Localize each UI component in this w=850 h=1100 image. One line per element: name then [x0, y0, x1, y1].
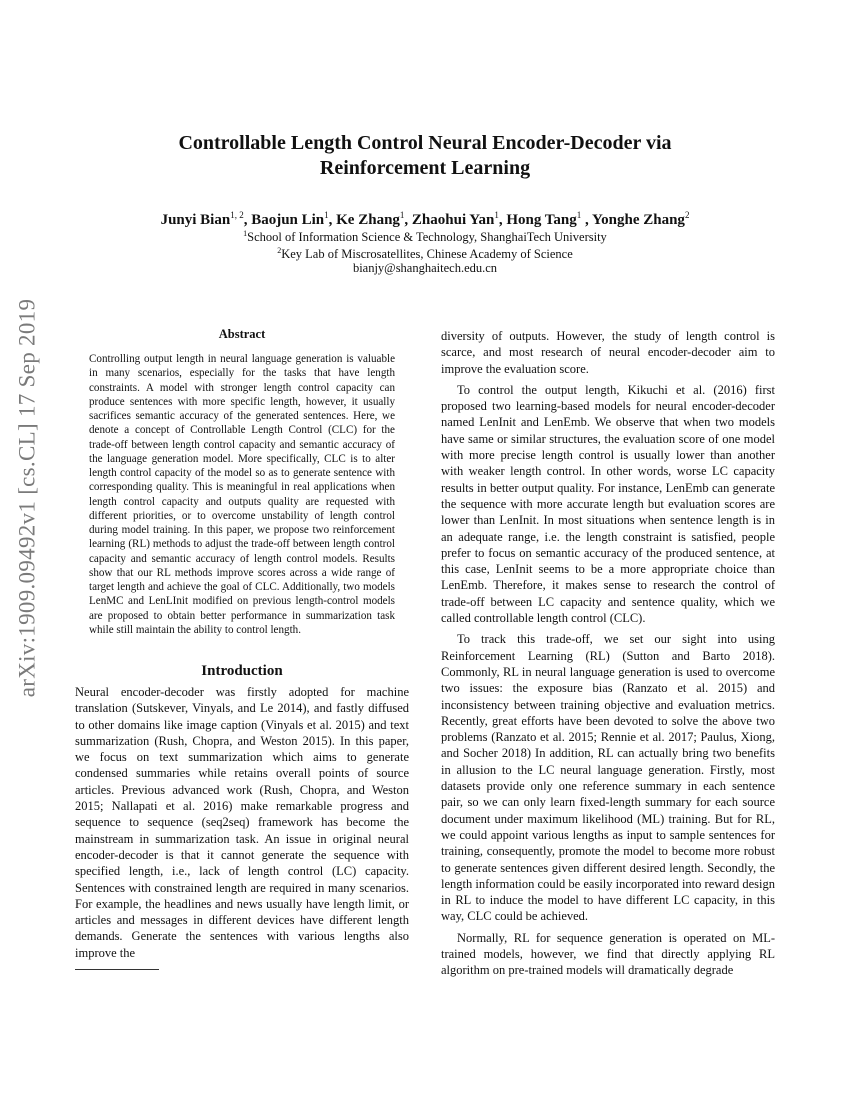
author-separator: , — [243, 212, 252, 228]
author-affiliation-marker: 1 — [324, 210, 329, 220]
title-line-1: Controllable Length Control Neural Encoder-Decoder via — [178, 132, 672, 154]
introduction-left-text — [75, 684, 409, 961]
author-separator: , — [498, 212, 507, 228]
author-name: Ke Zhang — [336, 212, 400, 228]
contact-email: bianjy@shanghaitech.edu.cn — [352, 261, 498, 275]
author-separator: , — [404, 212, 412, 228]
arxiv-identifier: arXiv:1909.09492v1 [cs.CL] 17 Sep 2019 — [14, 298, 39, 698]
body-paragraph: diversity of outputs. However, the study of length control is scarce, and most research of neural encoder-decoder aim to improve the evaluation score. — [441, 329, 775, 376]
arxiv-side-stamp — [6, 298, 48, 698]
footnote-rule — [75, 969, 159, 970]
left-column — [75, 326, 409, 961]
title-line-2: Reinforcement Learning — [319, 157, 531, 179]
right-column — [441, 328, 775, 979]
author-name: Baojun Lin — [251, 212, 325, 228]
author-separator: , — [328, 212, 337, 228]
affiliation-text: School of Information Science & Technology, ShanghaiTech University — [247, 230, 607, 244]
body-paragraph: Neural encoder-decoder was firstly adopted for machine translation (Sutskever, Vinyals, and Le 2014), and fastly diffused to other domains like image caption (Vinyals et al. 2015) and text summarization (Rush, Chopra, and Weston 2015). In this paper, we focus on text summarization which aims to generate condensed summaries while retains overall points of source articles. Previous advanced work (Rush, Chopra, and Weston 2015; Nallapati et al. 2016) make remarkable progress and sequence to sequence (seq2seq) framework has become the mainstream in summarization task. An issue in original neural encoder-decoder is that it cannot generate the sequence with specified length, i.e., lack of length control (LC) capacity. Sentences with constrained length are required in many scenarios. For example, the headlines and news usually have length limit, or articles and messages in different devices have different length demands. Generate the sentences with various lengths also improve the — [75, 685, 409, 960]
abstract-body: Controlling output length in neural language generation is valuable in many scenarios, especially for the tasks that have length constraints. A model with stronger length control capacity can produce sentences with more specific length, however, it usually sacrifices semantic accuracy of the generated sentences. Here, we denote a concept of Controllable Length Control (CLC) for the trade-off between length control capacity and semantic accuracy of the language generation model. More specifically, CLC is to alter length control capacity of the model so as to generate sentence with corresponding quality. This is meaningful in real applications when length control capacity and outputs quality are requested with different priorities, or to overcome unstability of length control during model training. In this paper, we propose two reinforcement learning (RL) methods to adjust the trade-off between length control capacity and semantic accuracy of length control models. Results show that our RL methods improve scores across a wide range of target length and achieve the goal of CLC. Additionally, two models LenMC and LenLInit modified on previous length-control models are proposed to obtain better performance in summarization task while still maintain the ability to control length. — [89, 353, 395, 636]
author-name: Hong Tang — [506, 212, 577, 228]
author-affiliation-marker: 1 — [399, 210, 405, 220]
introduction-heading: Introduction — [201, 663, 283, 679]
author-name: Zhaohui Yan — [411, 212, 495, 228]
author-affiliation-marker: 1 — [576, 210, 582, 220]
body-paragraph: To control the output length, Kikuchi et al. (2016) first proposed two learning-based models for neural encoder-decoder named LenInit and LenEmb. We observe that when two models have same or similar structures, the evaluation score of one model with more precise length control is usually lower than another with weaker length control. In other words, worse LC capacity results in better output quality. For instance, LenEmb can generate the sequence with more accurate length but evaluation scores are lower than LenInit. In most situations when sentence length is in an adequate range, i.e. the length constraint is satisfied, people prefer to focus on semantic accuracy of the produced sentence, at this case, LenInit seems to be a more appropriate choice than LenEmb. Therefore, it makes sense to research the control of trade-off between LC capacity and sentence quality, which we called controllable length control (CLC). — [441, 382, 775, 626]
body-paragraph: To track this trade-off, we set our sight into using Reinforcement Learning (RL) (Sutton and Barto 2018). Commonly, RL in neural language generation is used to overcome two issues: the exposure bias (Ranzato et al. 2015) and inconsistency between training objective and evaluation metrics. Recently, great efforts have been devoted to solve the above two problems (Ranzato et al. 2015; Rennie et al. 2017; Paulus, Xiong, and Socher 2018) In addition, RL can actually bring two benefits in allusion to the LC neural language generation. Firstly, most datasets provide only one reference summary in each sentence pair, so we can only learn fixed-length summary for each source document under maximum likelihood (ML) training. But for RL, we could appoint various lengths as input to sample sentences for training, consequently, promote the model to become more robust to generate sentences given different desired length. Secondly, the length information could be easily incorporated into reward design in RL to induce the model to have different LC capacity, in this way, CLC could be achieved. — [441, 632, 775, 924]
abstract-heading: Abstract — [218, 327, 266, 341]
affiliation-marker: 2 — [277, 246, 282, 255]
author-separator: , — [581, 212, 592, 228]
paper-title — [75, 131, 775, 181]
author-name: Yonghe Zhang — [591, 212, 685, 228]
author-name: Junyi Bian — [160, 212, 231, 228]
affiliation-text: Key Lab of Miscrosatellites, Chinese Academy of Science — [281, 247, 573, 261]
author-affiliation-marker: 1 — [494, 210, 499, 220]
author-affiliation-marker: 2 — [684, 210, 690, 220]
affiliation-marker: 1 — [243, 229, 248, 238]
author-affiliation-marker: 1, 2 — [230, 210, 244, 220]
body-paragraph: Normally, RL for sequence generation is operated on ML-trained models, however, we find that directly applying RL algorithm on pre-trained models will dramatically degrade — [441, 930, 775, 978]
